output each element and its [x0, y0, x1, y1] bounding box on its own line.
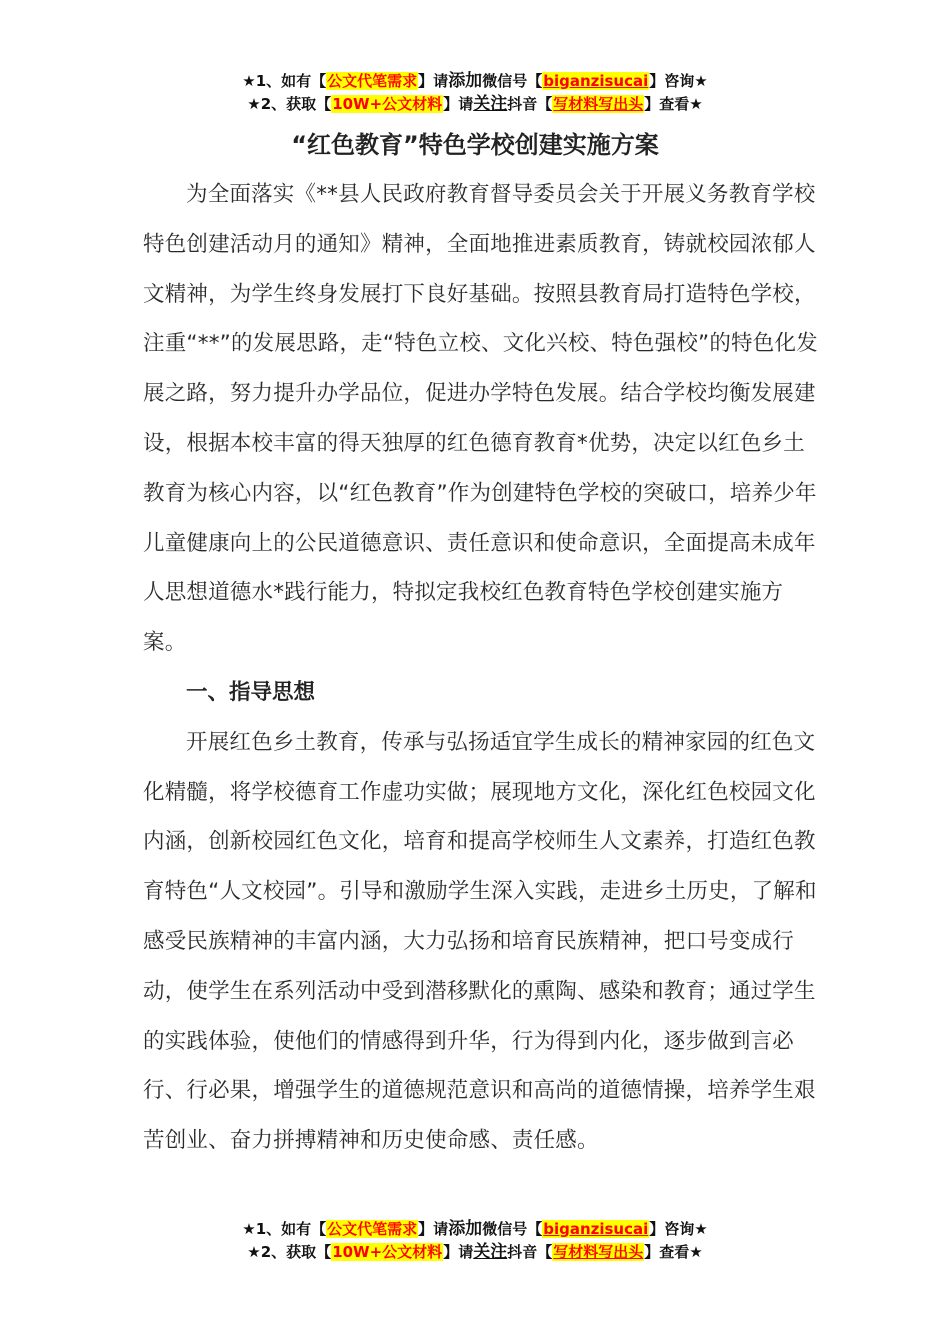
banner-emphasis: 关注 — [473, 94, 508, 114]
banner-text: 】请 — [443, 1243, 474, 1261]
banner-emphasis: 关注 — [473, 1242, 508, 1262]
intro-paragraph: 为全面落实《**县人民政府教育督导委员会关于开展义务教育学校特色创建活动月的通知》精神，全面地推进素质教育，铸就校园浓郁人文精神，为学生终身发展打下良好基础。按照县教育局打造特色学校，注重“**”的发展思路，走“特色立校、文化兴校、特色强校”的特色化发展之路，努力提升办学品位，促进办学特色发展。结合学校均衡发展建设，根据本校丰富的得天独厚的红色德育教育*优势，决定以红色乡土教育为核心内容，以“红色教育”作为创建特色学校的突破口，培养少年儿童健康向上的公民道德意识、责任意识和使命意识，全面提高未成年人思想道德水*践行能力，特拟定我校红色教育特色学校创建实施方案。 — [143, 182, 818, 656]
bottom-banner — [0, 1218, 950, 1264]
banner-text: 】请 — [443, 95, 474, 113]
banner-emphasis: 添加 — [448, 71, 483, 91]
banner-text: 】查看★ — [644, 95, 703, 113]
banner-emphasis: 添加 — [448, 1219, 483, 1239]
banner-highlight-wechat: biganzisucai — [543, 1220, 649, 1238]
banner-highlight: 公文代笔需求 — [327, 72, 418, 90]
document-title: “红色教育”特色学校创建实施方案 — [291, 131, 659, 159]
banner-text: 】请 — [418, 72, 449, 90]
banner-text: 微信号【 — [482, 72, 543, 90]
banner-text: ★2、获取【 — [247, 95, 332, 113]
section-paragraph: 开展红色乡土教育，传承与弘扬适宜学生成长的精神家园的红色文化精髓，将学校德育工作虚功实做；展现地方文化，深化红色校园文化内涵，创新校园红色文化，培育和提高学校师生人文素养，打造红色教育特色“人文校园”。引导和激励学生深入实践，走进乡土历史，了解和感受民族精神的丰富内涵，大力弘扬和培育民族精神，把口号变成行动，使学生在系列活动中受到潜移默化的熏陶、感染和教育；通过学生的实践体验，使他们的情感得到升华，行为得到内化，逐步做到言必行、行必果，增强学生的道德规范意识和高尚的道德情操，培养学生艰苦创业、奋力拼搏精神和历史使命感、责任感。 — [143, 729, 817, 1154]
top-banner — [0, 70, 950, 116]
banner-text: ★2、获取【 — [247, 1243, 332, 1261]
banner-text: ★1、如有【 — [242, 72, 327, 90]
banner-text: 】查看★ — [644, 1243, 703, 1261]
banner-highlight-douyin: 写材料写出头 — [553, 1243, 644, 1261]
banner-text: 】咨询★ — [649, 72, 708, 90]
banner-highlight: 10W+公文材料 — [332, 95, 443, 113]
section-heading: 一、指导思想 — [186, 679, 316, 705]
banner-highlight-douyin: 写材料写出头 — [553, 95, 644, 113]
document-body — [143, 170, 823, 1166]
banner-text: 抖音【 — [507, 95, 553, 113]
banner-highlight: 10W+公文材料 — [332, 1243, 443, 1261]
banner-highlight-wechat: biganzisucai — [543, 72, 649, 90]
top-banner-line-2 — [0, 93, 950, 116]
banner-text: 】请 — [418, 1220, 449, 1238]
bottom-banner-line-2 — [0, 1241, 950, 1264]
banner-text: ★1、如有【 — [242, 1220, 327, 1238]
banner-text: 抖音【 — [507, 1243, 553, 1261]
banner-text: 微信号【 — [482, 1220, 543, 1238]
banner-highlight: 公文代笔需求 — [327, 1220, 418, 1238]
bottom-banner-line-1 — [0, 1218, 950, 1241]
top-banner-line-1 — [0, 70, 950, 93]
banner-text: 】咨询★ — [649, 1220, 708, 1238]
